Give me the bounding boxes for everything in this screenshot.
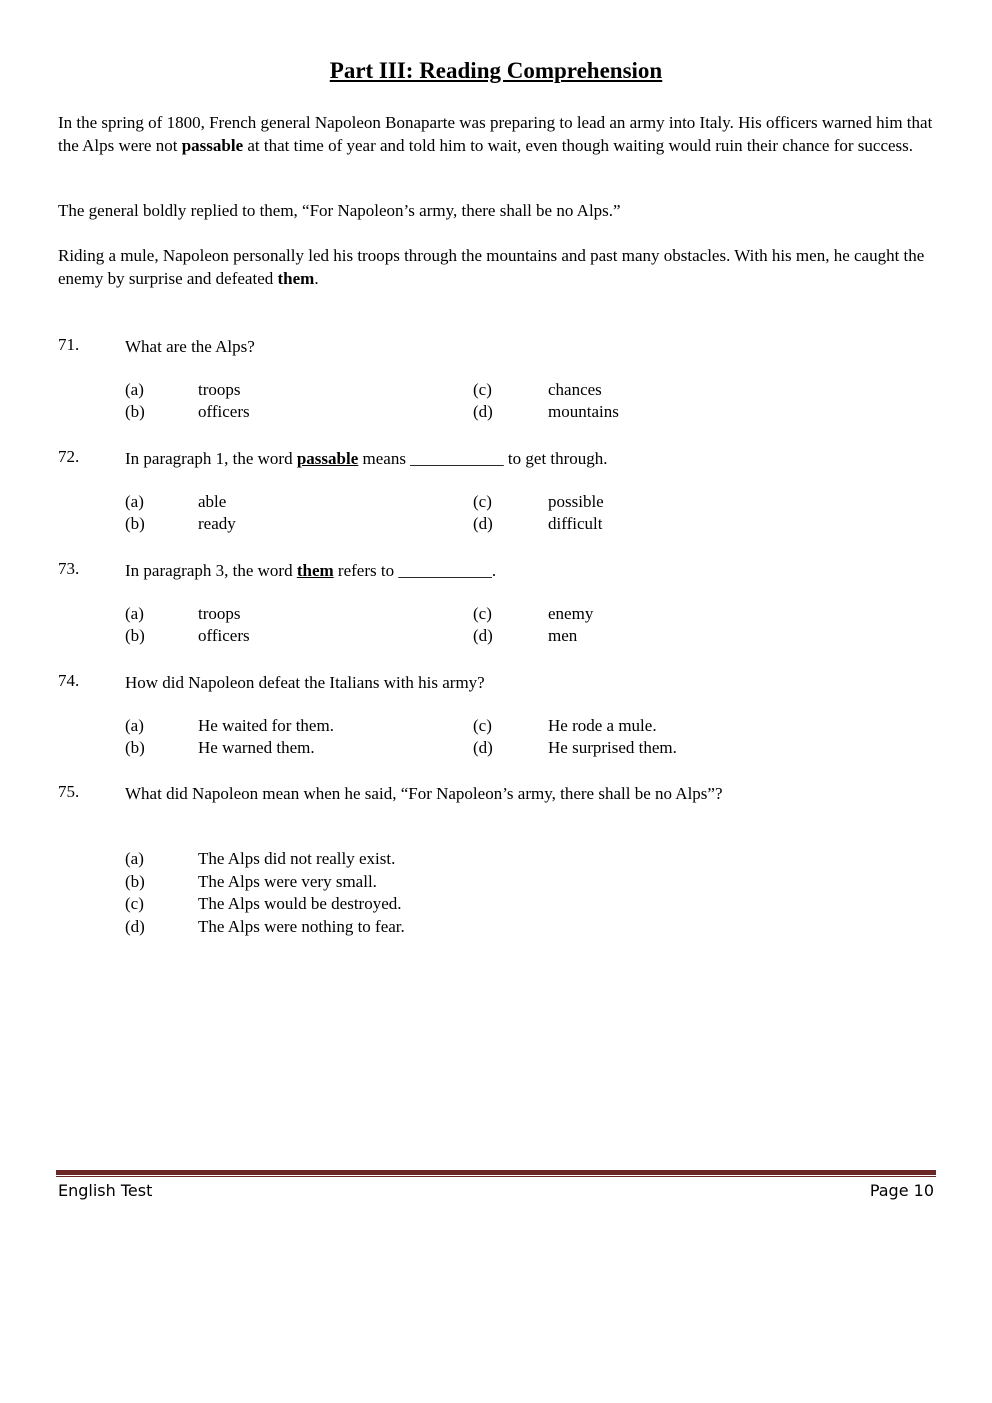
option-text[interactable]: able — [198, 492, 227, 511]
option-text[interactable]: men — [548, 626, 578, 645]
option-letter: (b) — [125, 402, 145, 421]
option-letter: (c) — [473, 492, 492, 511]
footer-divider — [56, 1170, 936, 1175]
option-letter: (c) — [473, 380, 492, 399]
keyword-passable: passable — [181, 135, 244, 155]
option-text[interactable]: chances — [548, 380, 602, 399]
page-title: Part III: Reading Comprehension — [329, 58, 663, 83]
keyword-them: them — [296, 561, 334, 580]
option-text[interactable]: The Alps would be destroyed. — [198, 894, 402, 913]
passage-text: In the spring of 1800, French general Napoleon Bonaparte was preparing to lead an army into Italy. His officers warned him that the Alps were not — [58, 113, 933, 155]
passage-text: Riding a mule, Napoleon personally led his troops through the mountains and past many obstacles. With his men, he caught the enemy by surprise and defeated — [58, 246, 925, 288]
option-letter: (b) — [125, 872, 145, 891]
option-letter: (c) — [125, 894, 144, 913]
option-text[interactable]: He surprised them. — [548, 738, 677, 757]
option-text[interactable]: officers — [198, 402, 250, 421]
option-text[interactable]: officers — [198, 626, 250, 645]
option-text[interactable]: enemy — [548, 604, 594, 623]
option-letter: (d) — [473, 402, 493, 421]
option-letter: (a) — [125, 849, 144, 868]
question-text: How did Napoleon defeat the Italians with his army? — [125, 673, 485, 692]
passage-text: at that time of year and told him to wait, even though waiting would ruin their chance for success. — [243, 135, 914, 155]
option-letter: (d) — [473, 626, 493, 645]
option-letter: (d) — [125, 917, 145, 936]
option-letter: (a) — [125, 604, 144, 623]
option-text[interactable]: difficult — [548, 514, 603, 533]
passage-text: . — [314, 268, 319, 288]
question-text-part: In paragraph 1, the word — [125, 449, 297, 468]
question-text-part: refers to ___________. — [333, 561, 497, 580]
option-text[interactable]: mountains — [548, 402, 619, 421]
option-letter: (a) — [125, 492, 144, 511]
option-text[interactable]: The Alps did not really exist. — [198, 849, 396, 868]
question-number: 73. — [58, 559, 80, 578]
option-text[interactable]: ready — [198, 514, 236, 533]
option-letter: (c) — [473, 604, 492, 623]
option-letter: (b) — [125, 738, 145, 757]
option-letter: (d) — [473, 514, 493, 533]
option-text[interactable]: possible — [548, 492, 604, 511]
option-letter: (a) — [125, 716, 144, 735]
footer-title: English Test — [58, 1181, 153, 1200]
option-letter: (d) — [473, 738, 493, 757]
passage-paragraph-3 — [58, 245, 938, 290]
question-text — [125, 559, 765, 582]
option-letter: (b) — [125, 514, 145, 533]
footer-divider-thin — [56, 1176, 936, 1177]
option-text[interactable]: He rode a mule. — [548, 716, 657, 735]
option-text[interactable]: He warned them. — [198, 738, 315, 757]
question-number: 72. — [58, 447, 80, 466]
question-text-part: means ___________ to get through. — [358, 449, 608, 468]
option-text[interactable]: The Alps were very small. — [198, 872, 377, 891]
question-text-part: In paragraph 3, the word — [125, 561, 297, 580]
question-number: 74. — [58, 671, 80, 690]
question-text — [125, 447, 765, 470]
option-text[interactable]: He waited for them. — [198, 716, 334, 735]
option-letter: (b) — [125, 626, 145, 645]
option-letter: (c) — [473, 716, 492, 735]
question-text: What are the Alps? — [125, 337, 255, 356]
option-text[interactable]: troops — [198, 380, 241, 399]
passage-paragraph-2: The general boldly replied to them, “For Napoleon’s army, there shall be no Alps.” — [58, 201, 621, 220]
keyword-passable: passable — [296, 449, 359, 468]
question-number: 75. — [58, 782, 80, 801]
passage-paragraph-1 — [58, 112, 938, 157]
option-letter: (a) — [125, 380, 144, 399]
option-text[interactable]: The Alps were nothing to fear. — [198, 917, 405, 936]
option-text[interactable]: troops — [198, 604, 241, 623]
question-text: What did Napoleon mean when he said, “For Napoleon’s army, there shall be no Alps”? — [125, 784, 723, 803]
question-number: 71. — [58, 335, 80, 354]
page-number: Page 10 — [869, 1181, 934, 1200]
keyword-them: them — [277, 268, 315, 288]
